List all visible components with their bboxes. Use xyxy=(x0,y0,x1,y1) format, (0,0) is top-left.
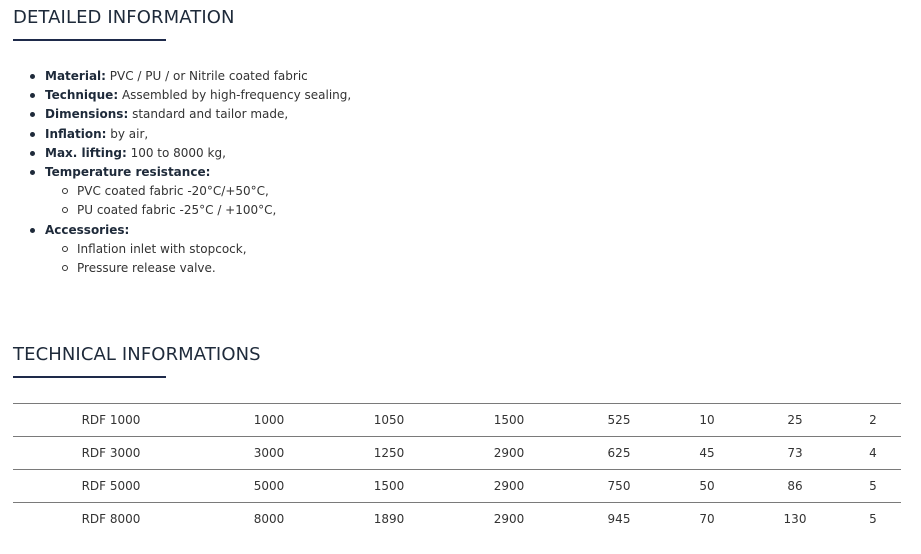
table-cell: 1000 xyxy=(209,404,329,437)
table-cell: 1890 xyxy=(329,503,449,536)
technical-informations-heading: TECHNICAL INFORMATIONS xyxy=(13,344,261,365)
table-cell: 525 xyxy=(569,404,669,437)
spec-key: Temperature resistance: xyxy=(45,165,211,180)
spec-item xyxy=(26,67,351,86)
spec-key: Material: xyxy=(45,69,106,83)
table-cell: 45 xyxy=(669,437,745,470)
table-cell: 130 xyxy=(745,503,845,536)
spec-item xyxy=(26,144,351,163)
table-row xyxy=(13,404,901,437)
spec-item xyxy=(26,125,351,144)
spec-item xyxy=(26,105,351,124)
spec-value: PVC / PU / or Nitrile coated fabric xyxy=(105,69,308,83)
table-row xyxy=(13,437,901,470)
technical-table xyxy=(13,403,901,535)
spec-value: Assembled by high-frequency sealing, xyxy=(118,88,352,103)
spec-key: Max. lifting: xyxy=(45,145,127,160)
table-cell: 5 xyxy=(845,470,901,503)
spec-sub-list xyxy=(45,240,351,278)
table-cell: 1250 xyxy=(329,437,449,470)
table-cell: 1050 xyxy=(329,404,449,437)
spec-sub-item: PU coated fabric -25°C / +100°C, xyxy=(45,201,351,220)
spec-item xyxy=(26,86,351,105)
table-cell: RDF 3000 xyxy=(13,437,209,470)
table-cell: 2900 xyxy=(449,503,569,536)
table-cell: 5 xyxy=(845,503,901,536)
spec-key: Inflation: xyxy=(45,126,107,141)
spec-list xyxy=(26,67,351,278)
spec-value: standard and tailor made, xyxy=(128,107,289,122)
table-cell: RDF 1000 xyxy=(13,404,209,437)
detailed-information-heading: DETAILED INFORMATION xyxy=(13,7,235,28)
table-cell: 750 xyxy=(569,470,669,503)
table-cell: RDF 8000 xyxy=(13,503,209,536)
table-cell: RDF 5000 xyxy=(13,470,209,503)
spec-item xyxy=(26,163,351,221)
spec-item xyxy=(26,221,351,279)
table-cell: 625 xyxy=(569,437,669,470)
table-cell: 1500 xyxy=(449,404,569,437)
table-cell: 945 xyxy=(569,503,669,536)
spec-value: 100 to 8000 kg, xyxy=(126,145,226,160)
spec-value: by air, xyxy=(106,126,149,141)
spec-key: Technique: xyxy=(45,88,119,103)
spec-key: Accessories: xyxy=(45,222,130,237)
table-cell: 3000 xyxy=(209,437,329,470)
table-cell: 1500 xyxy=(329,470,449,503)
table-cell: 25 xyxy=(745,404,845,437)
table-cell: 5000 xyxy=(209,470,329,503)
table-cell: 4 xyxy=(845,437,901,470)
table-cell: 73 xyxy=(745,437,845,470)
table-cell: 50 xyxy=(669,470,745,503)
table-cell: 8000 xyxy=(209,503,329,536)
table-cell: 2 xyxy=(845,404,901,437)
table-cell: 70 xyxy=(669,503,745,536)
table-row xyxy=(13,470,901,503)
table-cell: 10 xyxy=(669,404,745,437)
spec-sub-item: PVC coated fabric -20°C/+50°C, xyxy=(45,182,351,201)
spec-sub-item: Inflation inlet with stopcock, xyxy=(45,240,351,259)
spec-sub-list xyxy=(45,182,351,220)
table-cell: 2900 xyxy=(449,437,569,470)
spec-key: Dimensions: xyxy=(45,107,129,122)
heading-underline xyxy=(13,376,166,378)
heading-underline xyxy=(13,39,166,41)
table-cell: 86 xyxy=(745,470,845,503)
spec-sub-item: Pressure release valve. xyxy=(45,259,351,278)
table-row xyxy=(13,503,901,536)
table-cell: 2900 xyxy=(449,470,569,503)
